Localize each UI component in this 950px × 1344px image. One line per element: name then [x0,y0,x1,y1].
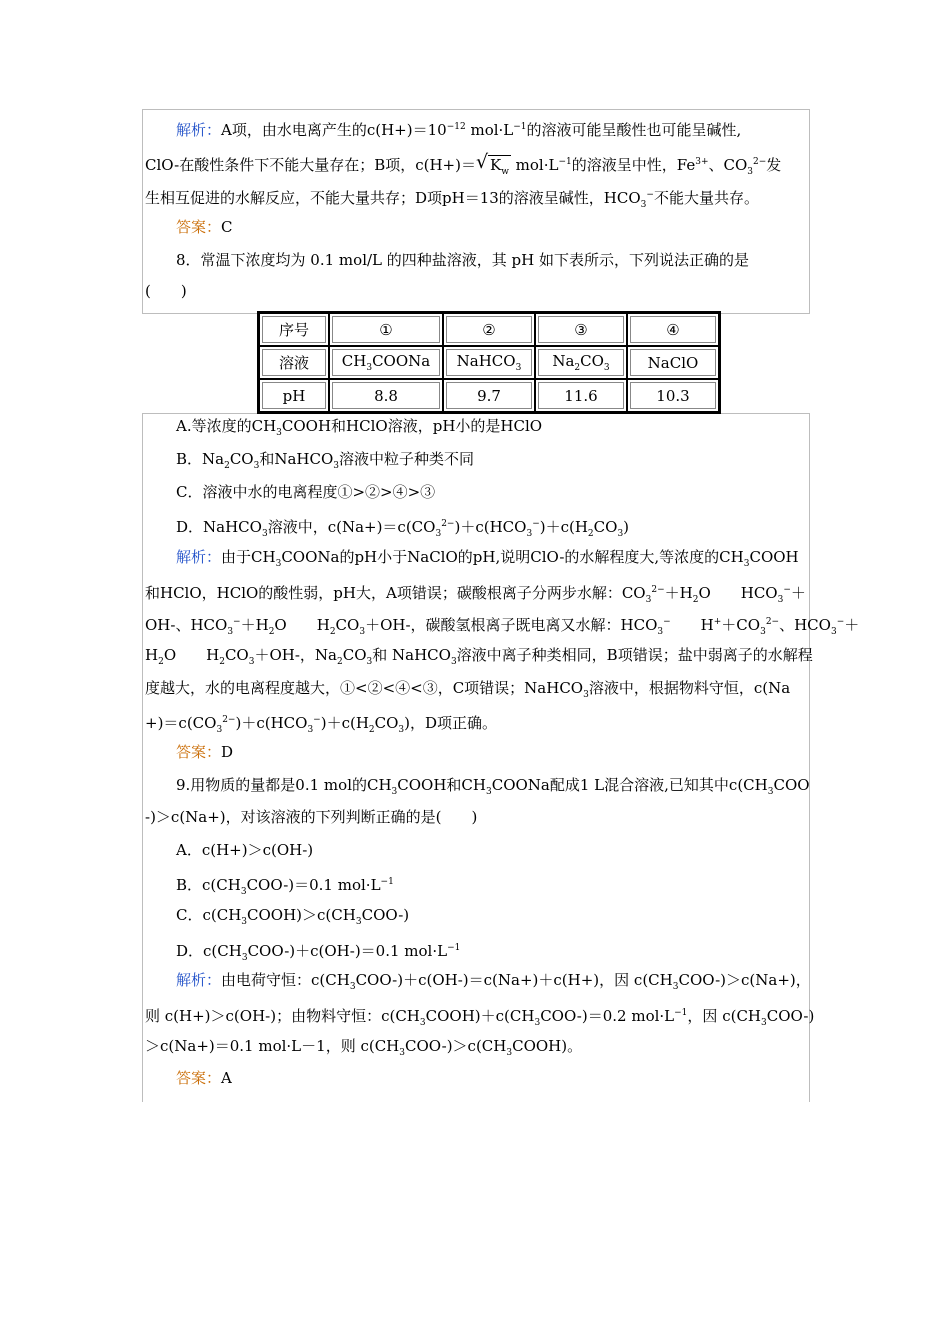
q7-analysis-line3: 生相互促进的水解反应，不能大量共存；D项pH＝13的溶液呈碱性，$HCO_3^-$不能大量共存。 [145,189,759,210]
q8-analysis-line3: OH-、$HCO_3^-+H_2O$ $H_2CO_3+OH-$，碳酸氢根离子既电离又水解：$HCO_3^-$ $H^++CO_3^{2-}$、$HCO_3^-+$ [145,616,860,637]
table-header-row [259,313,719,346]
q9-analysis-line3: ＞c(Na+)＝0.1 mol·L－1，则 $c(CH_3COO-)>c(CH_3COOH)$。 [145,1037,583,1058]
table-cell: $CH_3COONa$ [329,346,443,379]
q9-option-b: B．$c(CH_3COO-)=0.1$ $mol\cdot L^{-1}$ [176,876,394,897]
q8-analysis-line5: 度越大，水的电离程度越大，①<②<④<③，C项错误；NaHCO$_3$溶液中，根据物料守恒，c(Na [145,679,791,700]
q8-stem-blank: ( ) [145,282,187,300]
q8-analysis-line6: $+)=c(CO_3^{2-})+c(HCO_3^-)+c(H_2CO_3)$，D项正确。 [145,714,498,735]
table-cell: $Na_2CO_3$ [535,346,627,379]
table-cell: 9.7 [443,379,535,412]
table-row-label: 溶液 [259,346,329,379]
q7-analysis-line2: ClO-在酸性条件下不能大量存在；B项，c(H+)＝√ $K_w$ $mol\cdot L^{-1}$的溶液呈中性，$Fe^{3+}$、$CO_3^{2-}$发 [142,147,808,177]
table-header-cell: ④ [627,313,719,346]
table-solution-row [259,346,719,379]
q9-answer: 答案：A [176,1069,232,1087]
q7-answer: 答案：C [176,218,233,236]
q8-analysis-line1: 解析：由于$CH_3COONa$的pH小于NaClO的pH,说明ClO-的水解程度大,等浓度的$CH_3COOH$ [176,548,799,569]
q8-analysis-line2: 和HClO，HClO的酸性弱，pH大，A项错误；碳酸根离子分两步水解：$CO_3^{2-}+H_2O$ $HCO_3^-+$ [145,584,806,605]
q9-option-a: A．c(H+)＞c(OH-) [176,841,314,859]
table-header-cell: ② [443,313,535,346]
table-cell: 8.8 [329,379,443,412]
q7-analysis-line1: 解析：A项，由水电离产生的$c(H+)=10^{-12}$ $mol\cdot L^{-1}$的溶液可能呈酸性也可能呈碱性, [176,121,742,139]
table-ph-row [259,379,719,412]
q8-option-c: C．溶液中水的电离程度①>②>④>③ [176,483,436,501]
q8-answer: 答案：D [176,743,234,761]
q8-stem: 8．常温下浓度均为 0.1 mol/L 的四种盐溶液，其 pH 如下表所示，下列说法正确的是 [176,251,749,269]
q9-analysis-line2: 则 c(H+)＞c(OH-)；由物料守恒：$c(CH_3COOH)+c(CH_3COO-)=0.2$ $mol\cdot L^{-1}$，因 $c(CH_3COO-)$ [145,1007,815,1028]
q8-option-b: B．$Na_2CO_3$和NaHCO$_3$溶液中粒子种类不同 [176,450,475,471]
q9-stem: 9.用物质的量都是0.1 mol的$CH_3COOH$和$CH_3COONa$配成1 L混合溶液,已知其中$c(CH_3COO$ [176,776,810,797]
q9-option-d: D．$c(CH_3COO-)+c(OH-)=0.1$ $mol\cdot L^{-1}$ [176,942,461,963]
table-cell: NaHCO$_3$ [443,346,535,379]
q8-option-d: D．NaHCO$_3$溶液中，$c(Na+)=c(CO_3^{2-})+c(HCO_3^-)+c(H_2CO_3)$ [176,518,630,539]
table-header-cell: ③ [535,313,627,346]
q8-table [257,311,721,414]
sqrt-kw: √ $K_w$ [476,150,511,187]
table-cell: NaClO [627,346,719,379]
q8-analysis-line4: $H_2O$ $H_2CO_3+OH-$，$Na_2CO_3$和 NaHCO$_3$溶液中离子种类相同，B项错误；盐中弱离子的水解程 [145,646,813,667]
table-row-label: pH [259,379,329,412]
q9-option-c: C．$c(CH_3COOH)>c(CH_3COO-)$ [176,906,410,927]
q8-option-a: A.等浓度的$CH_3COOH$和HClO溶液，pH小的是HClO [176,417,543,438]
table-header-cell: ① [329,313,443,346]
table-cell: 11.6 [535,379,627,412]
table-cell: 10.3 [627,379,719,412]
table-header-cell: 序号 [259,313,329,346]
q9-analysis-line1: 解析：由电荷守恒：$c(CH_3COO-)+c(OH-)=c(Na+)+c(H+)$，因 $c(CH_3COO-)>c(Na+)$， [176,971,811,992]
q9-stem-line2: -)＞c(Na+)，对该溶液的下列判断正确的是( ) [145,808,478,826]
